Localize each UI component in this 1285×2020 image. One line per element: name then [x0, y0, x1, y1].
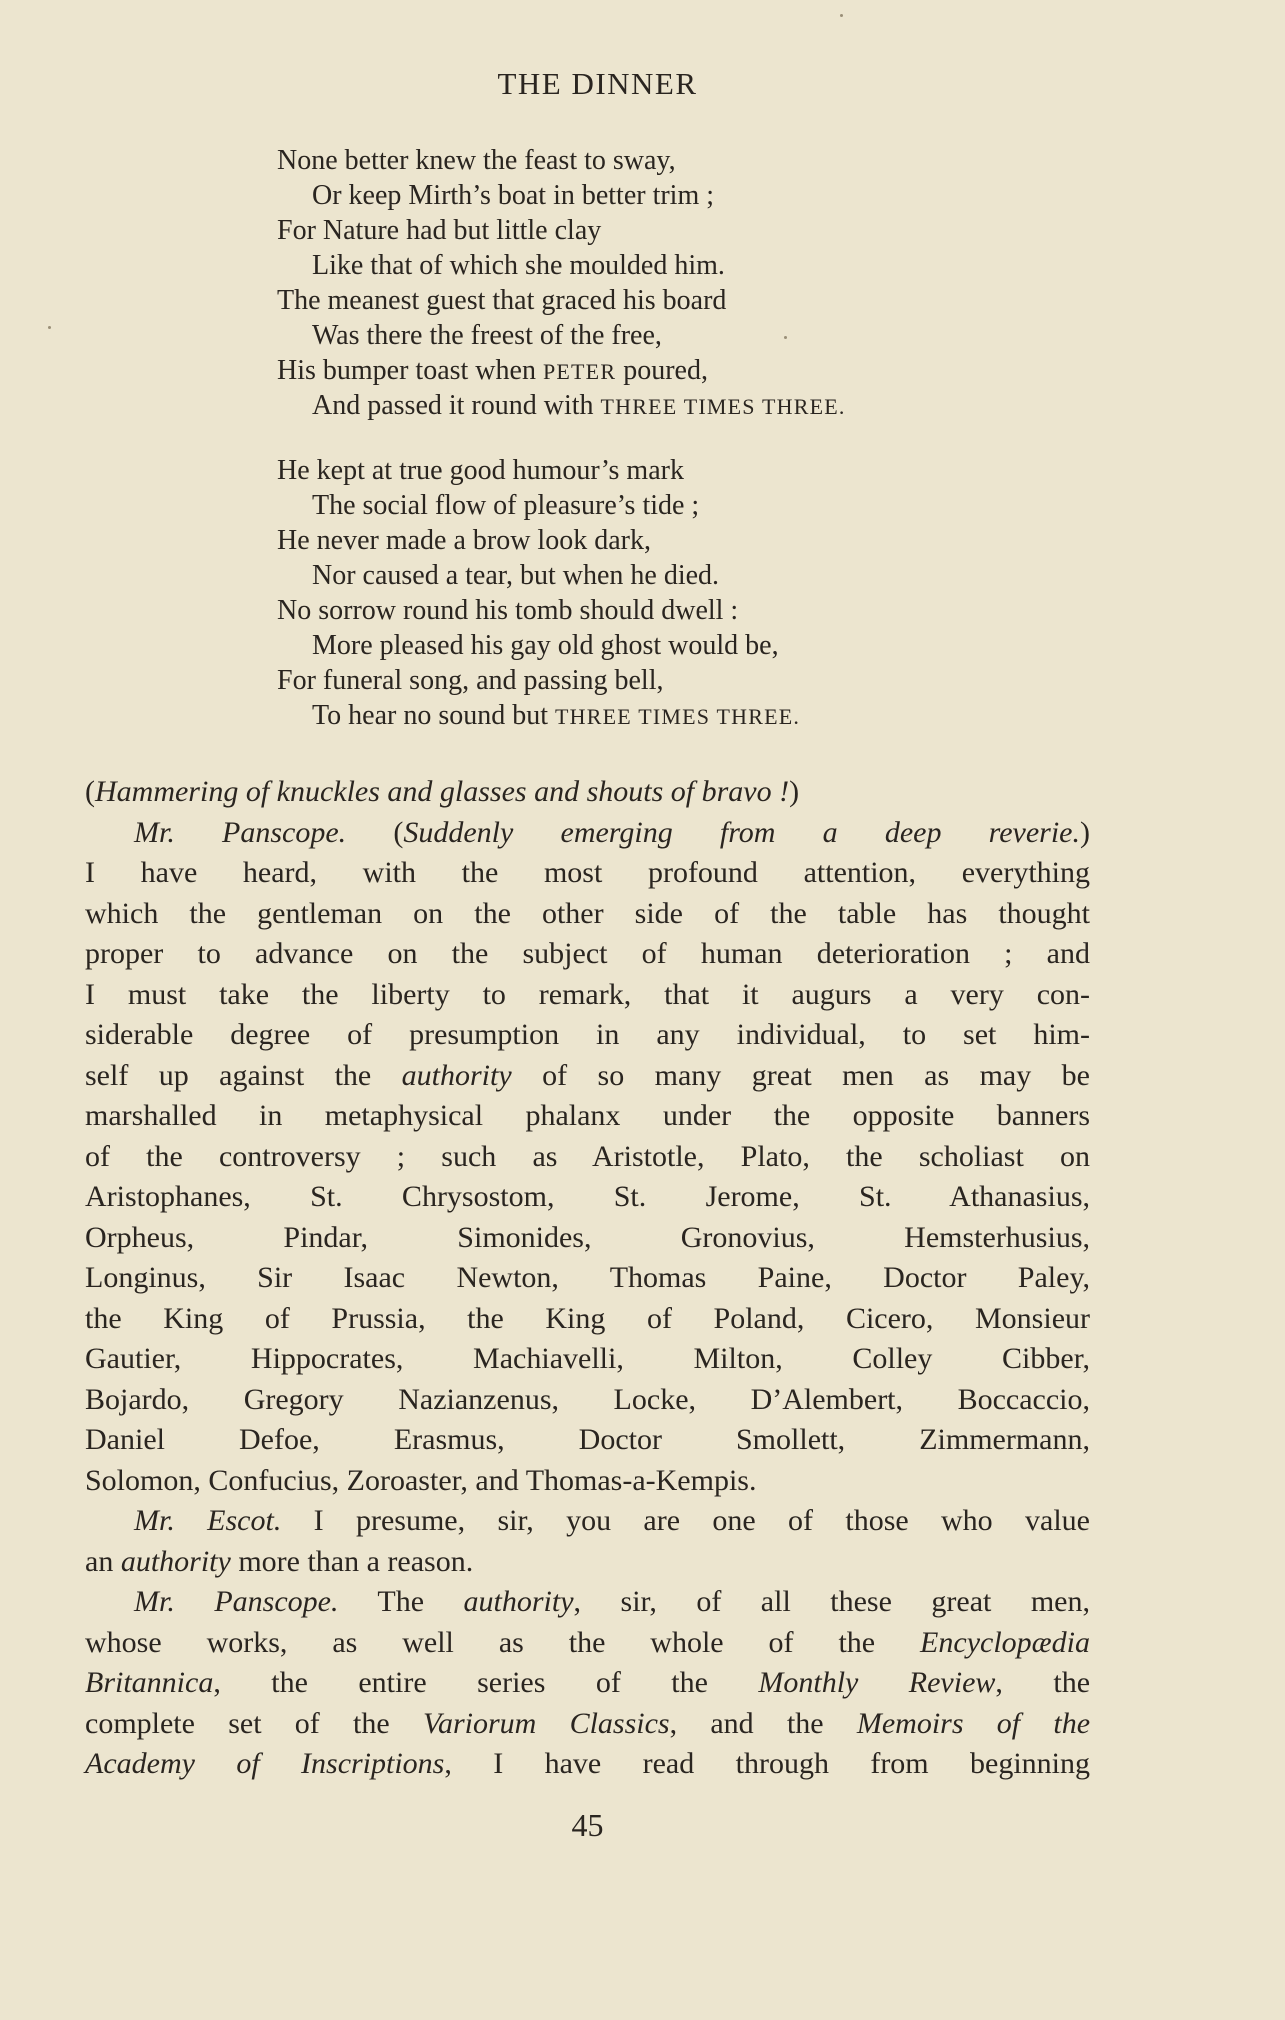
paper-speck	[840, 14, 843, 17]
prose-line: I must take the liberty to remark, that it augurs a very con-	[85, 977, 1090, 1011]
prose-line: Mr. Escot. I presume, sir, you are one of those who value	[134, 1504, 1090, 1537]
verse-line: To hear no sound but THREE TIMES THREE.	[312, 700, 801, 731]
verse-line: For funeral song, and passing bell,	[277, 665, 664, 696]
prose-line: which the gentleman on the other side of the table has thought	[85, 896, 1090, 930]
small-caps-name: PETER	[542, 359, 617, 384]
small-caps-refrain: THREE TIMES THREE.	[600, 394, 846, 419]
verse-line: Nor caused a tear, but when he died.	[312, 560, 720, 591]
prose-line: Orpheus, Pindar, Simonides, Gronovius, Hemsterhusius,	[85, 1220, 1090, 1254]
verse-line: Or keep Mirth’s boat in better trim ;	[312, 180, 715, 211]
prose-line: I have heard, with the most profound attention, everything	[85, 856, 1090, 889]
page-number: 45	[571, 1807, 604, 1843]
prose-line: Longinus, Sir Isaac Newton, Thomas Paine, Doctor Paley,	[85, 1261, 1090, 1294]
prose-line: of the controversy ; such as Aristotle, Plato, the scholiast on	[85, 1139, 1090, 1173]
prose-line: Academy of Inscriptions, I have read through from beginning	[85, 1747, 1091, 1780]
prose-line: proper to advance on the subject of human deterioration ; and	[85, 937, 1090, 970]
stage-direction: (Hammering of knuckles and glasses and shouts of bravo !)	[85, 775, 800, 808]
verse-line: And passed it round with THREE TIMES THREE.	[312, 390, 846, 421]
verse-line: Was there the freest of the free,	[312, 320, 662, 351]
verse-line: For Nature had but little clay	[277, 215, 602, 246]
verse-line: Like that of which she moulded him.	[312, 250, 725, 281]
verse-line: None better knew the feast to sway,	[277, 145, 676, 176]
prose-line: Bojardo, Gregory Nazianzenus, Locke, D’Alembert, Boccaccio,	[85, 1382, 1090, 1416]
verse-line: More pleased his gay old ghost would be,	[312, 630, 779, 661]
prose-line: Britannica, the entire series of the Monthly Review, the	[85, 1666, 1091, 1699]
speaker-name: Mr. Escot.	[134, 1504, 282, 1537]
prose-line: Gautier, Hippocrates, Machiavelli, Milton, Colley Cibber,	[85, 1342, 1090, 1375]
prose-line: complete set of the Variorum Classics, and the Memoirs of the	[85, 1706, 1091, 1740]
speaker-name: Mr. Panscope.	[134, 1585, 339, 1618]
verse-line: No sorrow round his tomb should dwell :	[277, 595, 739, 626]
prose-line: Aristophanes, St. Chrysostom, St. Jerome, St. Athanasius,	[85, 1180, 1090, 1213]
verse-line: The social flow of pleasure’s tide ;	[312, 490, 700, 521]
verse-line: His bumper toast when PETER poured,	[277, 355, 708, 386]
verse-line: He kept at true good humour’s mark	[277, 455, 684, 486]
prose-line: marshalled in metaphysical phalanx under the opposite banners	[85, 1099, 1090, 1132]
poem-stanza-2	[277, 453, 1077, 733]
prose-line: Solomon, Confucius, Zoroaster, and Thomas-a-Kempis.	[85, 1463, 757, 1497]
prose-line: the King of Prussia, the King of Poland, Cicero, Monsieur	[85, 1301, 1090, 1335]
prose-line: Daniel Defoe, Erasmus, Doctor Smollett, Zimmermann,	[85, 1423, 1090, 1456]
small-caps-refrain: THREE TIMES THREE.	[555, 704, 801, 729]
prose-line: Mr. Panscope. (Suddenly emerging from a deep reverie.)	[134, 815, 1090, 849]
prose-body	[85, 772, 1090, 1785]
verse-line: The meanest guest that graced his board	[277, 285, 727, 316]
paper-speck	[48, 326, 51, 329]
speaker-name: Mr. Panscope.	[134, 815, 347, 849]
paper-speck	[784, 336, 787, 339]
prose-line: whose works, as well as the whole of the Encyclopædia	[85, 1625, 1090, 1659]
prose-line: an authority more than a reason.	[85, 1544, 474, 1578]
verse-line: He never made a brow look dark,	[277, 525, 651, 556]
poem-stanza-1	[277, 143, 1077, 423]
prose-line: self up against the authority of so many great men as may be	[85, 1058, 1090, 1092]
prose-line: Mr. Panscope. The authority, sir, of all these great men,	[134, 1585, 1090, 1618]
running-head: THE DINNER	[497, 66, 698, 101]
prose-line: siderable degree of presumption in any individual, to set him-	[85, 1018, 1090, 1051]
